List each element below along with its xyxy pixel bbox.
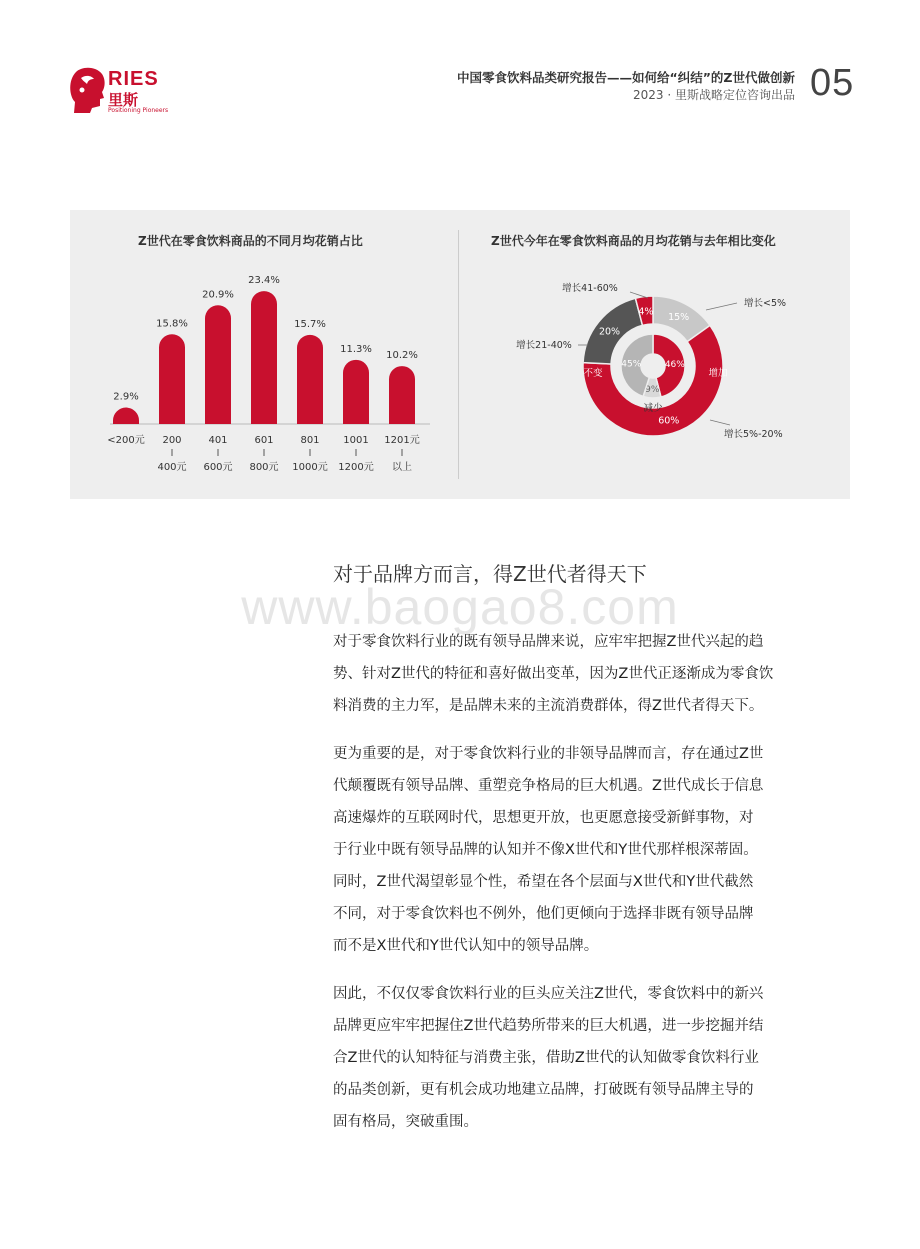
bar-category-sublabel-2: 600元 — [203, 462, 233, 473]
paragraph-line: 料消费的主力军，是品牌未来的主流消费群体，得Z世代者得天下。 — [333, 698, 764, 714]
paragraph-line: 固有格局，突破重围。 — [333, 1114, 478, 1130]
bar-category-label-1: 200 — [162, 435, 182, 446]
paragraph-line: 高速爆炸的互联网时代，思想更开放，也更愿意接受新鲜事物，对 — [333, 810, 754, 826]
outer-category-label-2: 增长21-40% — [516, 340, 572, 351]
outer-category-label-0: 增长<5% — [744, 298, 787, 309]
bar-value-label-3: 23.4% — [248, 275, 280, 287]
paragraph-line: 品牌更应牢牢把握住Z世代趋势所带来的巨大机遇，进一步挖掘并结 — [333, 1018, 764, 1034]
outer-category-label-3: 增长41-60% — [562, 283, 618, 294]
chart-panel — [70, 210, 850, 499]
bar-category-label-4: 801 — [300, 435, 320, 446]
bar-category-label-0: <200元 — [107, 435, 145, 446]
brand-name: RIES — [108, 68, 159, 90]
donut-hole — [641, 354, 665, 378]
report-title: 中国零食饮料品类研究报告——如何给“纠结”的Z世代做创新 — [457, 70, 795, 85]
outer-value-label-0: 15% — [668, 312, 690, 324]
paragraph-line: 于行业中既有领导品牌的认知并不像X世代和Y世代那样根深蒂固。 — [333, 842, 758, 858]
brand-cn-name: 里斯 — [108, 91, 139, 109]
article-paragraph-2 — [333, 978, 853, 1138]
bar-chart-title: Z世代在零食饮料商品的不同月均花销占比 — [138, 234, 363, 248]
paragraph-line: 合Z世代的认知特征与消费主张，借助Z世代的认知做零食饮料行业 — [333, 1050, 759, 1066]
bar-value-label-6: 10.2% — [386, 350, 418, 362]
outer-value-label-2: 20% — [598, 326, 621, 338]
report-subtitle: 2023 · 里斯战略定位咨询出品 — [633, 88, 795, 102]
bar-category-sublabel-3: 800元 — [249, 462, 279, 473]
inner-category-label-2: 不变 — [583, 368, 603, 379]
donut-chart-title: Z世代今年在零食饮料商品的月均花销与去年相比变化 — [491, 234, 776, 248]
outer-value-label-3: 4% — [638, 306, 654, 318]
paragraph-line: 对于零食饮料行业的既有领导品牌来说，应牢牢把握Z世代兴起的趋 — [333, 634, 764, 650]
watermark: www.baogao8.com — [241, 579, 679, 635]
bar-category-sublabel-6: 以上 — [392, 462, 412, 473]
bar-category-label-6: 1201元 — [384, 435, 420, 446]
inner-value-label-0: 46% — [664, 360, 685, 371]
paragraph-line: 不同，对于零食饮料也不例外，他们更倾向于选择非既有领导品牌 — [333, 906, 754, 922]
page-number: 05 — [810, 62, 855, 104]
bar-value-label-5: 11.3% — [340, 343, 372, 355]
inner-value-label-2: 45% — [621, 359, 642, 370]
paragraph-line: 同时，Z世代渴望彰显个性，希望在各个层面与X世代和Y世代截然 — [333, 874, 754, 890]
bar-category-sublabel-1: 400元 — [157, 462, 187, 473]
paragraph-line: 代颠覆既有领导品牌、重塑竞争格局的巨大机遇。Z世代成长于信息 — [333, 778, 764, 794]
bar-value-label-0: 2.9% — [113, 391, 139, 403]
bar-category-sublabel-5: 1200元 — [338, 462, 374, 473]
paragraph-line: 因此，不仅仅零食饮料行业的巨头应关注Z世代，零食饮料中的新兴 — [333, 986, 764, 1002]
outer-leader-line-0 — [706, 303, 737, 310]
bar-category-label-5: 1001 — [343, 435, 369, 446]
bar-value-label-4: 15.7% — [294, 318, 326, 330]
bar-category-label-3: 601 — [254, 435, 274, 446]
inner-category-label-1: 减少 — [643, 403, 663, 414]
paragraph-line: 的品类创新，更有机会成功地建立品牌，打破既有领导品牌主导的 — [333, 1082, 754, 1098]
outer-leader-line-1 — [710, 420, 730, 425]
bar-value-label-2: 20.9% — [202, 289, 234, 301]
brand-tagline: Positioning Pioneers — [108, 107, 169, 114]
bar-category-label-2: 401 — [208, 435, 228, 446]
article-headline: 对于品牌方而言，得Z世代者得天下 — [333, 562, 647, 586]
paragraph-line: 更为重要的是，对于零食饮料行业的非领导品牌而言，存在通过Z世 — [333, 746, 764, 762]
outer-category-label-1: 增长5%-20% — [724, 429, 783, 440]
paragraph-line: 势、针对Z世代的特征和喜好做出变革，因为Z世代正逐渐成为零食饮 — [333, 666, 774, 682]
inner-category-label-0: 增加 — [708, 368, 728, 379]
donut-chart — [70, 210, 850, 499]
article-paragraph-0 — [333, 626, 853, 722]
bar-value-label-1: 15.8% — [156, 318, 188, 330]
brand-logo — [68, 66, 178, 116]
inner-value-label-1: 9% — [645, 384, 660, 395]
paragraph-line: 而不是X世代和Y世代认知中的领导品牌。 — [333, 938, 599, 954]
article-paragraph-1 — [333, 738, 853, 962]
head-silhouette-icon — [68, 66, 106, 114]
outer-value-label-1: 60% — [658, 415, 680, 427]
bar-category-sublabel-4: 1000元 — [292, 462, 328, 473]
